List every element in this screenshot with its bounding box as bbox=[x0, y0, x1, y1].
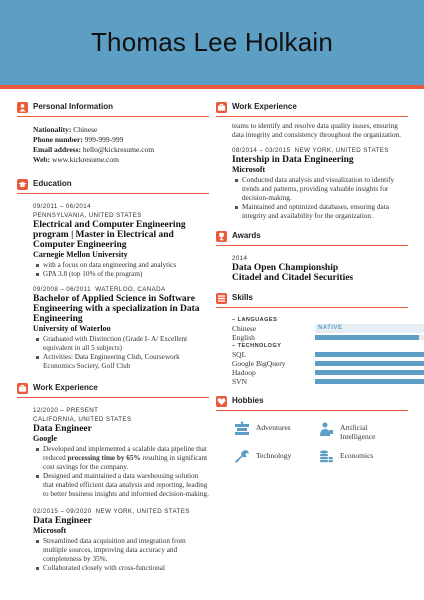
education-entry bbox=[33, 285, 209, 371]
entry-dates-location bbox=[232, 146, 408, 155]
skill-category-label: – TECHNOLOGY bbox=[232, 343, 282, 349]
entry-dates-location bbox=[33, 507, 209, 516]
list-item: Conducted data analysis and visualization to identify trends and patterns, providing valuable insights for decision-making. bbox=[232, 176, 408, 203]
skill-level-fill bbox=[315, 335, 419, 340]
skill-name: SQL bbox=[232, 350, 247, 359]
right-column bbox=[216, 100, 408, 479]
candidate-name: Thomas Lee Holkain bbox=[90, 27, 334, 57]
section-header bbox=[17, 177, 209, 194]
skill-name: SVN bbox=[232, 377, 248, 386]
institution-name: Carnegie Mellon University bbox=[33, 250, 128, 259]
entry-location: PENNSYLVANIA, UNITED STATES bbox=[33, 212, 142, 219]
skill-level-bar bbox=[315, 352, 424, 357]
highlight-text: processing time by 65% bbox=[67, 454, 141, 462]
work-entry bbox=[33, 507, 209, 573]
entry-location: NEW YORK, UNITED STATES bbox=[95, 508, 190, 515]
category-text: LANGUAGES bbox=[237, 317, 278, 323]
list-item: Designed and maintained a data warehousing solution that enabled efficient data analysis and reporting, leading to better business insights and informed decision-making. bbox=[33, 472, 209, 499]
skill-level-fill bbox=[315, 379, 424, 384]
skill-level-fill bbox=[315, 370, 424, 375]
skill-name: English bbox=[232, 333, 255, 342]
list-item: Maintained and optimized databases, ensuring data integrity and availability for the organization. bbox=[232, 203, 408, 221]
skill-level-fill bbox=[315, 352, 424, 357]
header-accent-line bbox=[0, 85, 424, 89]
list-item: Graduated with Distinction (Grade I- A/ Excellent equivalent in all 5 subjects) bbox=[33, 335, 209, 353]
company-name: Microsoft bbox=[232, 165, 266, 174]
hobby-item bbox=[232, 419, 328, 443]
section-title: Personal Information bbox=[33, 102, 114, 111]
bullet-text: resulting in significant cost savings for the company. bbox=[43, 454, 208, 471]
skills-section bbox=[216, 291, 408, 386]
label: Email address: bbox=[33, 145, 81, 154]
section-header bbox=[216, 229, 408, 246]
phone-value: 999-999-999 bbox=[84, 135, 124, 144]
list-item: GPA 3.8 (top 10% of the program) bbox=[33, 270, 209, 279]
person-icon bbox=[17, 102, 28, 113]
skill-name: Chinese bbox=[232, 324, 257, 333]
skill-level-bar bbox=[315, 335, 424, 340]
bullet-list bbox=[33, 537, 209, 573]
institution-name: University of Waterloo bbox=[33, 324, 111, 333]
work-entry bbox=[216, 146, 408, 221]
skill-level-bar bbox=[315, 370, 424, 375]
list-item: with a focus on data engineering and analytics bbox=[33, 261, 209, 270]
briefcase-icon bbox=[17, 383, 28, 394]
entry-dates: 12/2020 – PRESENT bbox=[33, 407, 99, 414]
wrench-icon bbox=[234, 449, 250, 465]
entry-dates: 02/2015 – 09/2020 bbox=[33, 508, 92, 515]
section-title: Awards bbox=[232, 231, 261, 240]
email-row bbox=[33, 145, 209, 155]
entry-location: CALIFORNIA, UNITED STATES bbox=[33, 416, 132, 423]
section-header bbox=[17, 381, 209, 398]
degree-title: Bachelor of Applied Science in Software Engineering with a specialization in Data Engineering bbox=[33, 294, 200, 324]
entry-dates: 09/2008 – 06/2011 bbox=[33, 286, 91, 293]
entry-dates: 08/2014 – 03/2015 bbox=[232, 147, 291, 154]
bullet-list bbox=[33, 445, 209, 499]
entry-dates: 09/2011 – 06/2014 bbox=[33, 203, 91, 210]
nationality-row bbox=[33, 125, 209, 135]
section-title: Work Experience bbox=[33, 383, 98, 392]
personal-info-section bbox=[17, 100, 209, 165]
job-title: Intership in Data Engineering bbox=[232, 155, 354, 165]
skill-name: Hadoop bbox=[232, 368, 256, 377]
section-title: Skills bbox=[232, 293, 253, 302]
continued-text: teams to identify and resolve data quality issues, ensuring data integrity and consistency throughout the organization. bbox=[232, 122, 401, 139]
skill-name: Google BigQuery bbox=[232, 359, 286, 368]
list-item: Collaborated closely with cross-functional bbox=[33, 564, 209, 573]
section-header bbox=[216, 100, 408, 117]
skill-level-badge: NATIVE bbox=[315, 324, 424, 333]
section-title: Hobbies bbox=[232, 396, 264, 405]
hobby-label: Economics bbox=[340, 451, 374, 460]
hobbies-grid bbox=[232, 419, 408, 479]
skill-row bbox=[232, 333, 408, 342]
nationality-value: Chinese bbox=[73, 125, 98, 134]
label: Nationality: bbox=[33, 125, 72, 134]
ai-icon bbox=[318, 421, 334, 437]
hobby-item bbox=[316, 419, 412, 443]
list-item: Activities: Data Engineering Club, Coursework Economics Society, Golf Club bbox=[33, 353, 209, 371]
bullet-list bbox=[33, 261, 209, 279]
skill-level-bar bbox=[315, 361, 424, 366]
entry-dates-location bbox=[33, 285, 209, 294]
heart-icon bbox=[216, 396, 227, 407]
skill-row bbox=[232, 359, 408, 368]
section-header bbox=[216, 291, 408, 308]
trophy-icon bbox=[216, 231, 227, 242]
left-column bbox=[17, 100, 209, 573]
education-section bbox=[17, 177, 209, 371]
skill-level-bar bbox=[315, 379, 424, 384]
hobby-label: Technology bbox=[256, 451, 292, 460]
adventure-icon bbox=[234, 421, 250, 437]
job-title: Data Engineer bbox=[33, 424, 92, 434]
skill-row bbox=[232, 324, 408, 333]
web-row bbox=[33, 155, 209, 165]
web-link[interactable]: www.kickresume.com bbox=[51, 155, 119, 164]
category-text: TECHNOLOGY bbox=[237, 343, 282, 349]
hobby-label: Artificial Intelligence bbox=[340, 423, 376, 441]
briefcase-icon bbox=[216, 102, 227, 113]
award-issuer: Citadel and Citadel Securities bbox=[232, 273, 354, 283]
bullet-list bbox=[33, 335, 209, 371]
list-item bbox=[33, 445, 209, 472]
skill-row bbox=[232, 350, 408, 359]
entry-location: NEW YORK, UNITED STATES bbox=[294, 147, 389, 154]
hobbies-section bbox=[216, 394, 408, 479]
company-name: Google bbox=[33, 434, 57, 443]
bullet-text: Developed and implemented a scalable data pipeline that reduced bbox=[43, 445, 207, 462]
coins-icon bbox=[318, 449, 334, 465]
section-header bbox=[216, 394, 408, 411]
hobby-item bbox=[232, 447, 328, 471]
degree-title: Electrical and Computer Engineering program | Master in Electrical and Computer Engineering bbox=[33, 220, 186, 250]
skill-category-label: – LANGUAGES bbox=[232, 317, 278, 323]
section-header bbox=[17, 100, 209, 117]
work-entry bbox=[33, 406, 209, 499]
hobby-label: Adventures bbox=[256, 423, 291, 432]
bullet-list bbox=[232, 176, 408, 221]
education-entry bbox=[33, 202, 209, 279]
graduation-cap-icon bbox=[17, 179, 28, 190]
awards-section bbox=[216, 229, 408, 283]
hobby-item bbox=[316, 447, 412, 471]
section-title: Education bbox=[33, 179, 72, 188]
label: Phone number: bbox=[33, 135, 83, 144]
phone-row bbox=[33, 135, 209, 145]
entry-location: WATERLOO, CANADA bbox=[95, 286, 166, 293]
skill-level-fill bbox=[315, 361, 424, 366]
award-title: Data Open Championship bbox=[232, 263, 339, 273]
resume-header bbox=[0, 0, 424, 89]
award-year: 2014 bbox=[232, 255, 248, 262]
work-experience-section bbox=[17, 381, 209, 573]
list-item: Streamlined data acquisition and integration from multiple sources, improving data accuracy and completeness by 35%. bbox=[33, 537, 209, 564]
skill-row bbox=[232, 368, 408, 377]
label: Web: bbox=[33, 155, 51, 164]
company-name: Microsoft bbox=[33, 526, 67, 535]
job-title: Data Engineer bbox=[33, 516, 92, 526]
skills-icon bbox=[216, 293, 227, 304]
section-title: Work Experience bbox=[232, 102, 297, 111]
email-value[interactable]: hello@kickresume.com bbox=[82, 145, 155, 154]
skill-row bbox=[232, 377, 408, 386]
work-experience-continued-section bbox=[216, 100, 408, 221]
